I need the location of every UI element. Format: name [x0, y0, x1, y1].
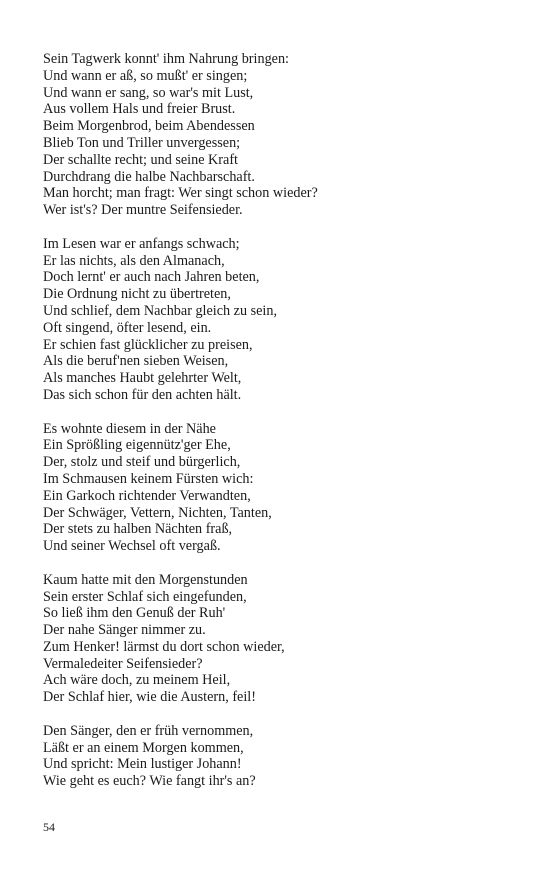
verse-line: So ließ ihm den Genuß der Ruh' — [43, 605, 226, 622]
verse-line: Durchdrang die halbe Nachbarschaft. — [43, 168, 255, 185]
verse-line: Beim Morgenbrod, beim Abendessen — [43, 118, 255, 135]
verse-line: Wie geht es euch? Wie fangt ihr's an? — [43, 773, 256, 790]
verse-line: Ach wäre doch, zu meinem Heil, — [43, 672, 231, 689]
stanza — [43, 572, 523, 706]
verse-line: Der, stolz und steif und bürgerlich, — [43, 454, 241, 471]
verse-line: Die Ordnung nicht zu übertreten, — [43, 286, 231, 303]
verse-line: Er las nichts, als den Almanach, — [43, 252, 225, 269]
verse-line: Und wann er aß, so mußt' er singen; — [43, 67, 248, 84]
verse-line: Blieb Ton und Triller unvergessen; — [43, 134, 241, 151]
verse-line: Kaum hatte mit den Morgenstunden — [43, 571, 248, 588]
verse-line: Aus vollem Hals und freier Brust. — [43, 101, 236, 118]
verse-line: Und wann er sang, so war's mit Lust, — [43, 84, 254, 101]
stanza — [43, 723, 523, 790]
verse-line: Man horcht; man fragt: Wer singt schon wieder? — [43, 185, 318, 202]
verse-line: Und seiner Wechsel oft vergaß. — [43, 538, 221, 555]
page-number: 54 — [43, 820, 55, 834]
verse-line: Der schallte recht; und seine Kraft — [43, 151, 238, 168]
verse-line: Oft singend, öfter lesend, ein. — [43, 319, 212, 336]
verse-line: Vermaledeiter Seifensieder? — [43, 655, 203, 672]
verse-line: Wer ist's? Der muntre Seifensieder. — [43, 202, 243, 219]
verse-line: Sein Tagwerk konnt' ihm Nahrung bringen: — [43, 51, 289, 67]
verse-line: Zum Henker! lärmst du dort schon wieder, — [43, 638, 285, 655]
verse-line: Läßt er an einem Morgen kommen, — [43, 739, 244, 756]
verse-line: Den Sänger, den er früh vernommen, — [43, 722, 254, 739]
verse-line: Sein erster Schlaf sich eingefunden, — [43, 588, 247, 605]
verse-line: Der nahe Sänger nimmer zu. — [43, 622, 206, 639]
verse-line: Doch lernt' er auch nach Jahren beten, — [43, 269, 260, 286]
verse-line: Das sich schon für den achten hält. — [43, 386, 242, 403]
verse-line: Als manches Haubt gelehrter Welt, — [43, 370, 242, 387]
verse-line: Es wohnte diesem in der Nähe — [43, 420, 216, 437]
verse-line: Und schlief, dem Nachbar gleich zu sein, — [43, 302, 278, 319]
stanza — [43, 236, 523, 404]
poem-page — [43, 51, 523, 807]
verse-line: Ein Garkoch richtender Verwandten, — [43, 487, 251, 504]
verse-line: Er schien fast glücklicher zu preisen, — [43, 336, 253, 353]
verse-line: Der Schlaf hier, wie die Austern, feil! — [43, 689, 256, 706]
verse-line: Und spricht: Mein lustiger Johann! — [43, 756, 242, 773]
stanza — [43, 51, 523, 219]
verse-line: Der Schwäger, Vettern, Nichten, Tanten, — [43, 504, 272, 521]
verse-line: Im Lesen war er anfangs schwach; — [43, 235, 240, 252]
verse-line: Im Schmausen keinem Fürsten wich: — [43, 470, 254, 487]
verse-line: Ein Sprößling eigennütz'ger Ehe, — [43, 437, 231, 454]
stanza — [43, 421, 523, 555]
verse-line: Als die beruf'nen sieben Weisen, — [43, 353, 229, 370]
verse-line: Der stets zu halben Nächten fraß, — [43, 521, 233, 538]
